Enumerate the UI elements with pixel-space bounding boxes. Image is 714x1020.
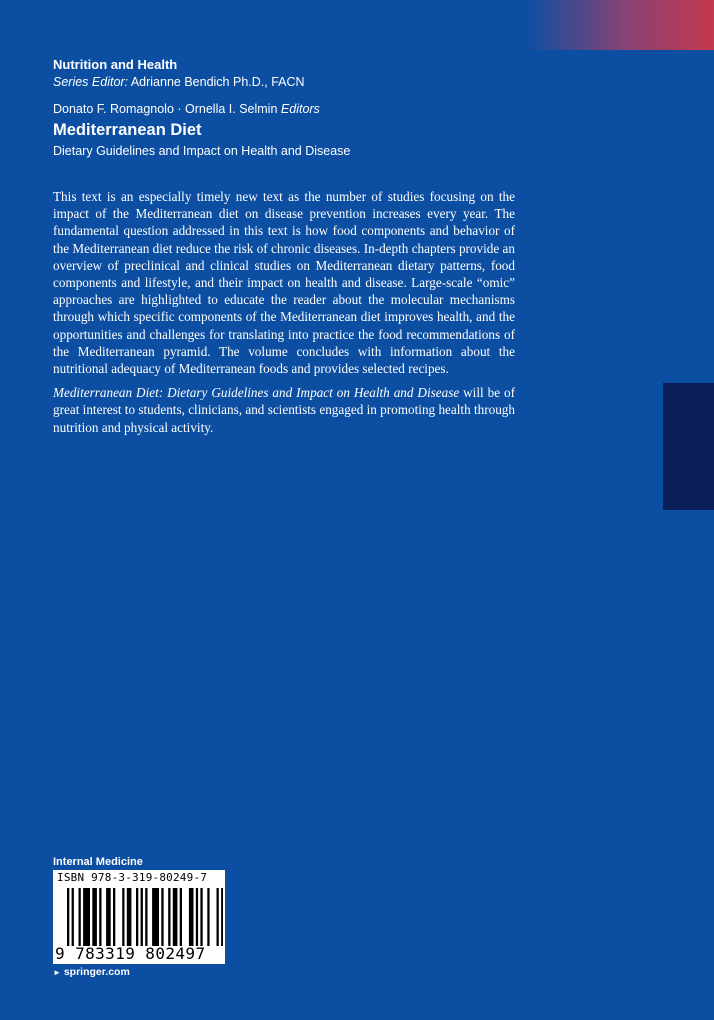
book-editors-label: Editors [280,102,320,116]
isbn-label: ISBN 978-3-319-80249-7 [57,871,208,884]
barcode-bar [79,888,81,946]
barcode-bar [173,888,178,946]
back-matter [53,856,225,979]
book-subtitle: Dietary Guidelines and Impact on Health and Disease [53,144,351,158]
barcode-bar [168,888,170,946]
barcode-bar [161,888,163,946]
description-paragraph-2 [53,384,515,436]
barcode-bar [136,888,138,946]
barcode-bar [152,888,159,946]
book-description [53,188,515,443]
description-paragraph-2-text: will be of great interest to students, clinicians, and scientists engaged in promoting health through nutrition and physical activity. [53,385,516,435]
series-editor-line [53,74,523,91]
series-editor-name: Adrianne Bendich Ph.D., FACN [130,75,305,89]
barcode-bar [113,888,115,946]
book-editors-line [53,101,523,118]
barcode-bar [92,888,97,946]
book-editors-names: Donato F. Romagnolo · Ornella I. Selmin [53,102,278,116]
cover-header [53,56,523,160]
corner-color-accent [524,0,714,50]
publisher-website[interactable] [53,966,225,979]
barcode-bar [67,888,69,946]
barcode-bars [67,888,223,946]
description-book-title: Mediterranean Diet: Dietary Guidelines and Impact on Health and Disease [53,385,460,401]
barcode-bar [83,888,90,946]
series-editor-label: Series Editor: [53,75,129,89]
barcode-bar [99,888,101,946]
barcode-bar [221,888,223,946]
description-paragraph-1: This text is an especially timely new text as the number of studies focusing on the impact of the Mediterranean diet on disease prevention increases every year. The fundamental question addressed in this text is how food components and behavior of the Mediterranean diet reduce the risk of chronic diseases. In-depth chapters provide an overview of preclinical and clinical studies on Mediterranean dietary patterns, food components and lifestyle, and their impact on health and disease. Large-scale “omic” approaches are highlighted to educate the reader about the molecular mechanisms through which specific components of the Mediterranean diet improves health, and the opportunities and challenges for translating into practice the food recommendations of the Mediterranean pyramid. The volume concludes with information about the nutritional adequacy of Mediterranean foods and provides selected recipes. [53,189,515,377]
arrow-icon: ► [53,968,61,977]
barcode-bar [127,888,132,946]
book-title: Mediterranean Diet [53,121,202,139]
barcode-digits: 9 783319 802497 [55,944,206,963]
isbn-barcode [53,870,225,964]
barcode-bar [141,888,143,946]
series-name: Nutrition and Health [53,57,178,72]
barcode-bar [207,888,209,946]
barcode-bar [106,888,111,946]
barcode-bar [217,888,219,946]
barcode-bar [189,888,194,946]
website-url: springer.com [63,966,130,978]
barcode-bar [145,888,147,946]
side-color-tab [663,383,714,510]
barcode-bar [196,888,198,946]
barcode-bar [180,888,182,946]
barcode-bar [122,888,124,946]
barcode-bar [200,888,202,946]
barcode-bar [72,888,74,946]
subject-category: Internal Medicine [53,856,143,868]
